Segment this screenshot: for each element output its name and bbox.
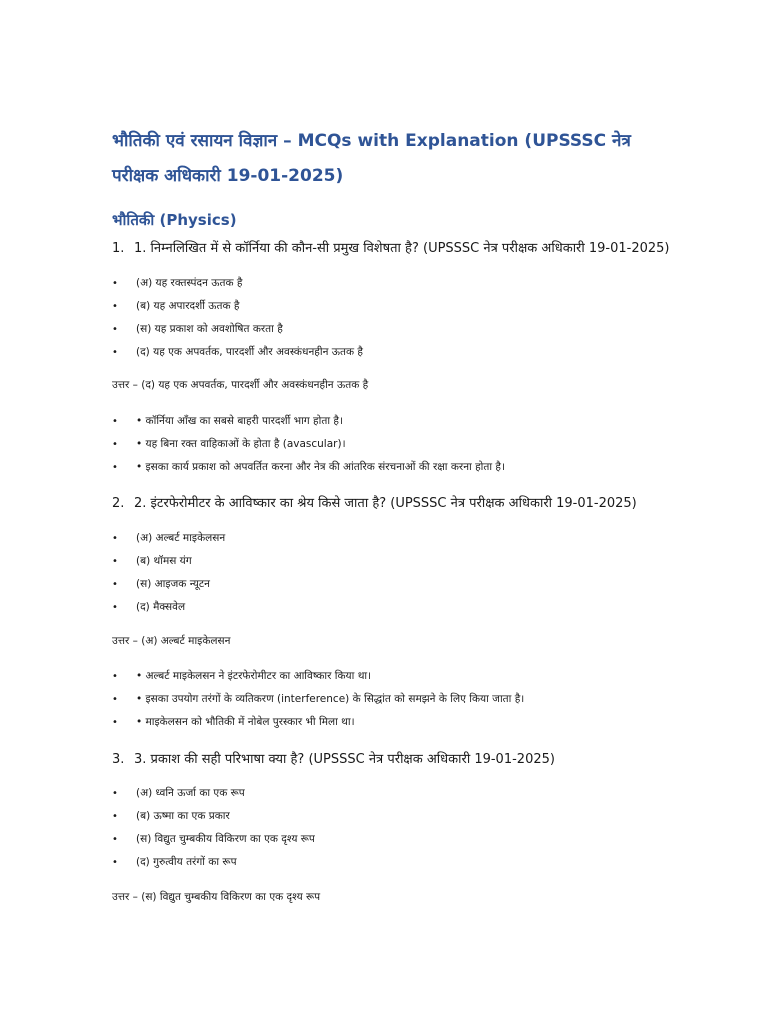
document-title: भौतिकी एवं रसायन विज्ञान – MCQs with Explanation (UPSSSC नेत्र परीक्षक अधिकारी 19-01-2025) [112, 131, 631, 186]
option-item: • (द) यह एक अपवर्तक, पारदर्शी और अवस्कंधनहीन ऊतक है [112, 346, 363, 358]
question-text: 1. निम्नलिखित में से कॉर्निया की कौन-सी प्रमुख विशेषता है? (UPSSSC नेत्र परीक्षक अधिकारी 19-01-2025) [134, 241, 670, 256]
bullet-icon: • [112, 602, 118, 613]
bullet-icon: • [112, 416, 118, 427]
bullet-icon: • [112, 579, 118, 590]
explanation-item: • • इसका उपयोग तरंगों के व्यतिकरण (interference) के सिद्धांत को समझने के लिए किया जाता है। [112, 693, 525, 705]
question-text: 2. इंटरफेरोमीटर के आविष्कार का श्रेय किसे जाता है? (UPSSSC नेत्र परीक्षक अधिकारी 19-01-2025) [134, 496, 637, 511]
bullet-icon: • [112, 717, 118, 728]
option-item: • (स) आइजक न्यूटन [112, 578, 211, 590]
question-number: 2. [112, 496, 125, 511]
bullet-icon: • [112, 439, 118, 450]
bullet-icon: • [112, 788, 118, 799]
question-number: 1. [112, 241, 125, 256]
bullet-icon: • [112, 857, 118, 868]
section-heading-physics: भौतिकी (Physics) [112, 211, 237, 229]
explanation-item: • • माइकेलसन को भौतिकी में नोबेल पुरस्कार भी मिला था। [112, 716, 355, 728]
answer-text: उत्तर – (स) विद्युत चुम्बकीय विकिरण का एक दृश्य रूप [112, 891, 321, 903]
option-item: • (अ) यह रक्तस्पंदन ऊतक है [112, 277, 243, 289]
question-number: 3. [112, 752, 125, 767]
bullet-icon: • [112, 324, 118, 335]
question-2 [112, 493, 637, 511]
explanation-item: • • कॉर्निया आँख का सबसे बाहरी पारदर्शी भाग होता है। [112, 415, 343, 427]
option-item: • (द) मैक्सवेल [112, 601, 186, 613]
bullet-icon: • [112, 556, 118, 567]
option-item: • (अ) ध्वनि ऊर्जा का एक रूप [112, 787, 245, 799]
explanation-item: • • इसका कार्य प्रकाश को अपवर्तित करना और नेत्र की आंतरिक संरचनाओं की रक्षा करना होता है। [112, 461, 505, 473]
bullet-icon: • [112, 278, 118, 289]
answer-text: उत्तर – (अ) अल्बर्ट माइकेलसन [112, 635, 231, 647]
bullet-icon: • [112, 671, 118, 682]
option-item: • (ब) थॉमस यंग [112, 555, 192, 567]
option-item: • (ब) ऊष्मा का एक प्रकार [112, 810, 230, 822]
option-item: • (स) यह प्रकाश को अवशोषित करता है [112, 323, 283, 335]
option-item: • (ब) यह अपारदर्शी ऊतक है [112, 300, 240, 312]
bullet-icon: • [112, 301, 118, 312]
question-1 [112, 238, 670, 256]
bullet-icon: • [112, 533, 118, 544]
option-item: • (द) गुरुत्वीय तरंगों का रूप [112, 856, 237, 868]
explanation-item: • • यह बिना रक्त वाहिकाओं के होता है (avascular)। [112, 438, 346, 450]
question-text: 3. प्रकाश की सही परिभाषा क्या है? (UPSSSC नेत्र परीक्षक अधिकारी 19-01-2025) [134, 752, 555, 767]
answer-text: उत्तर – (द) यह एक अपवर्तक, पारदर्शी और अवस्कंधनहीन ऊतक है [112, 379, 369, 391]
option-item: • (स) विद्युत चुम्बकीय विकिरण का एक दृश्य रूप [112, 833, 315, 845]
option-item: • (अ) अल्बर्ट माइकेलसन [112, 532, 226, 544]
bullet-icon: • [112, 347, 118, 358]
bullet-icon: • [112, 834, 118, 845]
question-3 [112, 749, 555, 767]
bullet-icon: • [112, 694, 118, 705]
bullet-icon: • [112, 462, 118, 473]
explanation-item: • • अल्बर्ट माइकेलसन ने इंटरफेरोमीटर का आविष्कार किया था। [112, 670, 372, 682]
bullet-icon: • [112, 811, 118, 822]
